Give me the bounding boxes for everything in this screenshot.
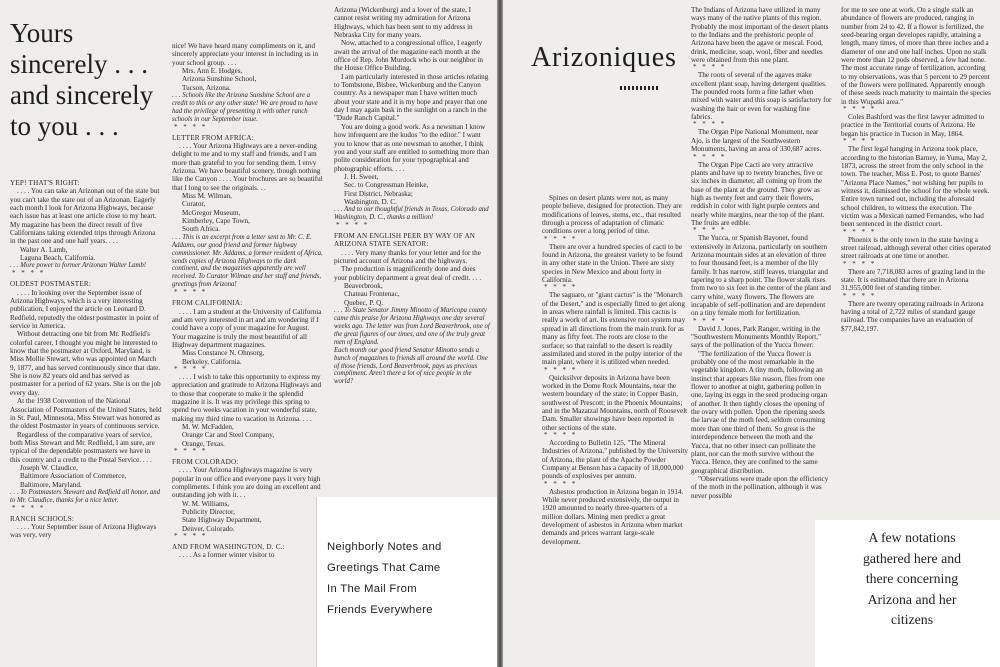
signature-line: Baltimore, Maryland. [20, 480, 82, 489]
editor-note: Each month our good friend Senator Minotto sends a bunch of magazines to friends all around the world. One of those friends, Lord Beaverbrook, pays us precious compliment. Aren't there a lot of nice people in the world? [334, 346, 488, 386]
separator: * * * * [174, 364, 208, 373]
title-line: and sincerely [10, 80, 154, 110]
paragraph: Now, attached to a congressional office, I eagerly await the arrival of the magazine each month at the office of Rep. John Murdock who is our neighbor in the House Office Building. [334, 39, 484, 73]
continued-paragraph: for me to see one at work. On a single stalk an abundance of flowers are produced, ranging in number from 24 to 42. If a flower is fertilized, the seed-bearing organ developes rapidly, attaining a length, many times, of more than three inches and a diameter of one and one half inches. Upon no stalk were more than 12 pods observed, a few had none. The most accurate range of fertilization, according to my observations, was that 5 percent to 29 percent of the flowers were pollinated. Apparently enough of these seeds reach maturity to maintain the species in this Wupatki area." [841, 6, 991, 106]
section-heading: AND FROM WASHINGTON, D. C.: [172, 543, 285, 552]
paragraph: . . . . In looking over the September issue of Arizona Highways, which is a very interesting publication, I enjoyed the article on Leonard D. Redfield, reputedly the oldest postmaster in point of service in America. [10, 288, 159, 331]
neighborly-notes-box [316, 497, 497, 667]
separator: * * * * [174, 532, 208, 541]
right-page [503, 0, 1000, 667]
section-heading: YEP! THAT'S RIGHT: [10, 179, 80, 187]
separator: * * * * [843, 227, 877, 236]
paragraph: . . . . Your Arizona Highways are a never-ending delight to me and to my staff and friends, and I am more than grateful to you for sending them. I envy Arizona. We have beautiful scenery, though nothing like the Canyon . . . . Your brochures are so beautiful that I long to see the originals. . . [172, 142, 323, 192]
separator: * * * * [843, 291, 877, 300]
signature-line: McGregor Museum, [182, 208, 241, 217]
separator: * * * * [693, 152, 727, 161]
paragraph: . . . . I wish to take this opportunity to express my appreciation and gratitude to Arizona Highways and to those that cooperate to make it the splendid magazine it is. It was my privilege this spring to spend two weeks vacation in your wonderful state, making my third time to vacation in Arizona. . . . [172, 372, 322, 423]
paragraph: The Organ Pipe Cacti are very attractive plants and have up to twenty branches, five or six inches in diameter, all coming up from the base of the plant at the ground. They grow as high as twenty feet and carry their flowers, reddish in color with light purple centers and nearly white margins, near the top of the plant. The fruits are edible. [691, 160, 825, 227]
section-heading: FROM COLORADO: [172, 458, 239, 466]
signature-line: Arizona Sunshine School, [182, 75, 257, 84]
paragraph: Coles Bashford was the first lawyer admitted to practice in the Territorial courts of Arizona. He began his practice in Tucson in May, 1864. [841, 113, 985, 138]
separator: * * * * [174, 122, 208, 131]
paragraph: . . . . Very many thanks for your letter and for the pictured account of Arizona and the highways. [334, 248, 481, 266]
separator: * * * * [843, 259, 877, 268]
separator: * * * * [544, 283, 578, 292]
section-heading: OLDEST POSTMASTER: [10, 280, 92, 289]
arizoniques-title: Arizoniques [531, 42, 677, 73]
separator: * * * * [693, 316, 727, 325]
section-heading: RANCH SCHOOLS: [10, 514, 75, 523]
yours-sincerely-title [10, 18, 160, 142]
paragraph: "Observations were made upon the efficiency of the moth in the pollination, although it was never possible [691, 474, 829, 500]
title-line: to you . . . [10, 111, 119, 141]
paragraph: . . . . You can take an Arizonan out of the state but you can't take the state out of an Arizonan. Eagerly each month I look for Arizona Highways, because each issue has at least one article close to my heart. My magazine has been the direct result of five Californians taking extended trips through Arizona in the past one and one half years. . . . [10, 187, 160, 246]
notations-line: Arizona and her [867, 591, 957, 607]
checker-rule [620, 86, 658, 90]
paragraph: The roots of several of the agaves make excellent plant soap, having detergent qualities. The pounded roots form a fine lather when mixed with water and this soap is satisfactory for washing the hair or even for washing fine fabrics. [691, 71, 832, 122]
continued-paragraph: nice! We have heard many compliments on it, and sincerely appreciate your interest in including us in your school group. . . . [172, 42, 319, 67]
signature-line: First District, Nebraska; [344, 189, 413, 198]
mail-box-line: In The Mail From [327, 583, 417, 595]
signature-line: Orange Car and Steel Company, [182, 431, 275, 440]
editor-note: . . . And to our thoughtful friends in Texas, Colorado and Washington, D. C., thanks a million! [334, 206, 489, 222]
mail-box-line: Friends Everywhere [327, 604, 433, 616]
paragraph: Asbestos production in Arizona began in 1914. While never produced extensively, the output in 1920 amounted to nearly three-quarters of a million dollars. Mining men predict a great development of asbestos in Arizona when market demands and prices warrant large-scale development. [542, 487, 684, 546]
signature-line: Berkeley, California. [182, 357, 242, 366]
signature-line: Washington, D. C. [344, 197, 397, 206]
paragraph: . . . . Your Arizona Highways magazine is very popular in our office and everyone pays it very high compliments. I think you are doing an excellent and outstanding job with it. . . [172, 466, 321, 500]
paragraph: The first legal hanging in Arizona took place, according to the historian Barney, in Yuma, May 2, 1873, across the street from the only school in the town. The teacher, Miss E. Post, to quote Barnes' "Arizona Place Names," not wishing her pupils to witness it, dismissed the school for the whole week. Entire town turned out, including the aforesaid school children, to witness the execution. The victim was a Mexican named Fernandes, who had been sentenced in the district court. [841, 145, 990, 229]
paragraph: The Yucca, or Spanish Bayonet, found extensively in Arizona, particularly on southern Arizona mountain sides at an elevation of three to four thousand feet, is a member of the lily family. It has narrow, stiff leaves, triangular and tapering to a sharp point. The flower stalk rises from two to six feet in the center of the plant and carry white, waxy flowers. The flowers are incapable of self-pollination and are dependent on a tiny female moth for fertilization. [691, 234, 831, 318]
signature-line: Orange, Texas. [182, 439, 225, 448]
editor-note: . . . To Postmasters Stewart and Redfield all honor, and to Mr. Claudice, thanks for a nice letter. [10, 488, 161, 504]
title-line: Yours [10, 18, 74, 48]
letters-column-1 [10, 176, 162, 540]
separator: * * * * [693, 63, 727, 72]
paragraph: At the 1938 Convention of the National Association of Postmasters of the United States, held in St. Paul, Minnesota, Miss Stewart was honored as the oldest Postmaster in years of continuous service. [10, 397, 162, 431]
editor-note: . . . This is an excerpt from a letter sent to Mr. C. E. Addams, our good friend and former highway commissioner. Mr. Addams, a former resident of Africa, sends copies of Arizona Highways to the dark continent, and the magazines apparently are well received. To Curator Wilman and her staff and friends, greetings from Arizona! [172, 233, 323, 289]
signature-line: Walter A. Lamb, [20, 245, 68, 254]
notations-line: gathered here and [862, 550, 962, 566]
signature-line: Publicity Director, [182, 508, 235, 517]
paragraph: Spines on desert plants were not, as many people believe, designed for protection. They are modifications of leaves, stems, etc., that resulted through a process of adaptation of climatic conditions over a long period of time. [542, 194, 682, 236]
signature-line: Denver, Colorado. [182, 524, 235, 533]
separator: * * * * [843, 105, 877, 114]
separator: * * * * [12, 269, 46, 278]
editor-note: . . . Schools like the Arizona Sunshine School are a credit to this or any other state! We are proud to have had the privilege of presenting it with other ranch schools in our September issue. [172, 92, 318, 123]
paragraph: "The fertilization of the Yucca flower is probably one of the most remarkable in the vegetable kingdom. A tiny moth, following an instinct that appears like reason, flies from one flower to another at night, gathering pollen in one, laying its eggs in the seed producing organ of another. It then tightly closes the opening of the ovary with pollen. Upon the ripening seeds the larvae of the moth feed, seldom consuming more than one third of them. So great is the interdependence between the moth and the Yucca, that no other insect can pollinate the plant, nor can the moth survive without the Yucca. Hence, they are confined to the same geographical distribution. [691, 349, 828, 475]
paragraph: The Organ Pipe National Monument, near Ajo, is the largest of the Southwestern Monuments, having an area of 330,687 acres. [691, 128, 822, 154]
signature-line: W. M. Williams, [182, 499, 230, 508]
editor-note: . . . More power to former Arizonan Walter Lamb! [10, 262, 147, 270]
separator: * * * * [174, 288, 208, 297]
arizoniques-column-1 [542, 194, 688, 546]
section-heading: LETTER FROM AFRICA: [172, 133, 254, 142]
paragraph: There are twenty operating railroads in Arizona having a total of 2,722 miles of standard gauge railroad. The companies have an evaluation of $77,842,197. [841, 299, 984, 333]
title-line: sincerely . . . [10, 49, 148, 79]
signature-line: Miss Constance N. Ohnsorg, [182, 349, 265, 358]
arizoniques-column-2 [691, 6, 832, 500]
mail-box-line: Neighborly Notes and [327, 541, 442, 553]
paragraph: There are over a hundred species of cacti to be found in Arizona, the greatest variety to be found in any other state in the Union. There are sixty species in New Mexico and about forty in California. [542, 242, 683, 285]
paragraph: David J. Jones, Park Ranger, writing in the "Southwestern Monuments Monthly Report," says of the pollination of the Yucca flower: [691, 324, 821, 350]
notations-line: there concerning [865, 571, 959, 586]
paragraph: . . . . As a former winter visitor to [179, 551, 275, 560]
notations-title [832, 528, 992, 631]
paragraph: The saguaro, or "giant cactus" is the "Monarch of the Desert," and is especially fitted to get along in areas where rainfall is limited. This cactus is really a work of art. Its extensive root system may spread in all directions from the main trunk for as many as fifty feet. The roots are close to the surface; so that rainfall to the desert is readily assimilated and stored in the pulpy interior of the main plant, where it is utilized when needed. [542, 291, 686, 367]
separator: * * * * [843, 137, 877, 146]
signature-line: Chateau Frontenac, [344, 290, 400, 299]
signature-line: South Africa. [182, 225, 221, 234]
mail-box-line: Greetings That Came [327, 562, 441, 574]
signature-line: State Highway Department, [182, 516, 262, 525]
paragraph: There are 7,718,083 acres of grazing land in the state. It is estimated that there are in Arizona 31,955,000 feet of standing timber. [841, 267, 985, 293]
signature-line: Mrs. Ann E. Hodges, [182, 67, 243, 76]
section-heading: FROM AN ENGLISH PEER BY WAY OF AN ARIZONA STATE SENATOR: [334, 232, 476, 249]
editor-note: . . . To State Senator Jimmy Minotto of Maricopa county came this praise for Arizona Highways one day several weeks ago. The letter was from Lord Beaverbrook, one of the great figures of our times, and one of the truly great men of England. [334, 307, 490, 346]
separator: * * * * [544, 479, 578, 488]
paragraph: You are doing a good work. As a newsman I know how infrequent are the kudos "to the editor." I want you to know that as one newsman to another, I think you and your staff are entitled to something more than polite consideration for your typographical and photographic efforts. . . . [334, 122, 490, 173]
paragraph: . . . . I am a student at the University of California and am very interested in art and am wondering if I could have a copy of your magazine for August. Your magazine is truly the most beautiful of all Highway department magazines. [172, 307, 322, 349]
separator: * * * * [336, 221, 370, 230]
signature-line: Beaverbrook, [344, 282, 383, 291]
signature-line: Baltimore Association of Commerce, [20, 472, 127, 481]
section-heading: FROM CALIFORNIA: [172, 299, 243, 308]
signature-line: Laguna Beach, California. [20, 254, 96, 263]
separator: * * * * [12, 503, 46, 512]
letters-column-2 [172, 42, 324, 560]
letters-column-3 [334, 6, 490, 386]
paragraph: Without detracting one bit from Mr. Redfield's colorful career, I thought you might be interested to know that the postmaster at Oxford, Maryland, is Miss Mollie Stewart, who was appointed on March 9, 1877, and has served continuously since that date. She is now 82 years old and has served as postmaster for a period of 62 years. She is on the job every day. [10, 330, 161, 397]
continued-paragraph: The Indians of Arizona have utilized in many ways many of the native plants of this region. Probably the most important of the desert plants to the Indians and the prehistoric people of Arizona have been the agave or mescal. Food, drink, medicine, soap, wool, fiber and needles were obtained from this one plant. [691, 6, 829, 65]
signature-line: M. W. McFadden, [182, 422, 234, 431]
left-page [0, 0, 497, 667]
separator: * * * * [693, 120, 727, 129]
arizoniques-column-3 [841, 6, 991, 333]
signature-line: Miss M. Wilman, [182, 192, 232, 201]
notations-box [815, 520, 1000, 667]
signature-line: Quebec, P. Q. [344, 298, 384, 307]
separator: * * * * [544, 365, 578, 374]
paragraph: I am particularly interested in those articles relating to Tombstone, Bisbee, Wickenburg and the Canyon country. As a newspaper man I have written much about your state and it is my hope and prayer that one day I may again bask in the sunlight on a ranch in the "Dude Ranch Capital." [334, 72, 489, 123]
paragraph: Phoenix is the only town in the state having a street railroad, although several other cities operated street railroads at one time or another. [841, 235, 991, 261]
signature-line: J. H. Sweet, [344, 172, 379, 181]
signature-line: Kimberley, Cape Town, [182, 217, 250, 226]
paragraph: Quicksilver deposits in Arizona have been worked in the Dome Rock Mountains, near the western boundary of the state; in Copper Basin, southwest of Prescott; in the Phoenix Mountains; and in the Mazatzal Mountains, north of Roosevelt Dam. Smaller showings have been reported in other sections of the state. [542, 373, 688, 432]
signature-line: Joseph W. Claudice, [20, 463, 78, 472]
signature-line: Curator, [182, 200, 206, 209]
neighborly-notes-title [327, 537, 497, 621]
paragraph: According to Bulletin 125, "The Mineral Industries of Arizona," published by the University of Arizona, the plant of the Apache Powder Company at Benson has a capacity of 18,000,000 pounds of explosives per annum. [542, 438, 688, 481]
paragraph: . . . . Your September issue of Arizona Highways was very, very [10, 523, 157, 540]
separator: * * * * [544, 234, 578, 243]
paragraph: The production is magnificently done and does your publicity department a great deal of credit. . . . [334, 265, 482, 282]
separator: * * * * [544, 430, 578, 439]
signature-line: Tucson, Arizona. [182, 83, 231, 92]
signature-line: Sec. to Congressman Heinke, [344, 181, 429, 190]
paragraph: Regardless of the comparative years of service, both Miss Stewart and Mr. Redfield, I am sure, are typical of the dependable postmasters we have in this country and a credit to the Postal Service. . . . [10, 430, 155, 464]
notations-line: citizens [890, 612, 934, 627]
separator: * * * * [693, 226, 727, 235]
continued-paragraph: Arizona (Wickenburg) and a lover of the state, I cannot resist writing my admiration for Arizona Highways, which has been sent to my address in Nebraska City for many years. [334, 6, 473, 40]
notations-line: A few notations [868, 530, 956, 545]
separator: * * * * [174, 447, 208, 455]
